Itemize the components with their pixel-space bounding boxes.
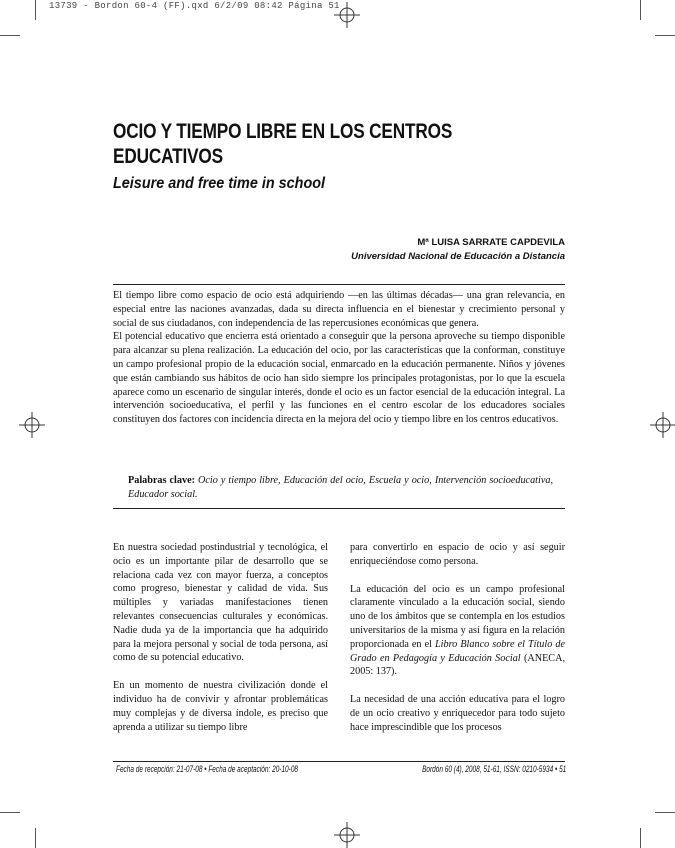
article-title: OCIO Y TIEMPO LIBRE EN LOS CENTROS EDUCATIVOS	[113, 120, 453, 168]
abstract-paragraph: El tiempo libre como espacio de ocio está adquiriendo —en las últimas décadas— una gran relevancia, en especial entre las naciones avanzadas, dada su directa influencia en el bienestar y crecimiento personal y social de sus ciudadanos, con independencia de las repercusiones económicas que genera.	[113, 290, 565, 329]
crop-mark-top-left-vertical	[35, 0, 36, 20]
crop-mark-bottom-right-vertical	[640, 828, 641, 848]
book-title: Libro Blanco sobre el Título de Grado en Pedagogía y Educación Social	[350, 638, 566, 664]
body-paragraph: En un momento de nuestra civilización donde el individuo ha de convivir y afrontar problemáticas muy complejas y de diversa índole, es preciso que aprenda a utilizar su tiempo libre	[113, 680, 328, 733]
body-column-left	[113, 541, 328, 748]
crop-mark-bottom-right-horizontal	[655, 812, 675, 813]
keywords-text: Ocio y tiempo libre, Educación del ocio, Escuela y ocio, Intervención socioeducativa, Educador social.	[128, 475, 553, 500]
footer-dates: Fecha de recepción: 21-07-08 • Fecha de aceptación: 20-10-08	[116, 764, 299, 774]
body-paragraph: En nuestra sociedad postindustrial y tecnológica, el ocio es un importante pilar de desarrollo que se relaciona cada vez con mayor fuerza, a conceptos como progreso, bienestar y calidad de vida. Sus múltiples y variadas manifestaciones tienen relevantes consecuencias culturales y económicas. Nadie duda ya de la importancia que ha adquirido para la mejora personal y social de toda persona, así como de su potencial educativo.	[113, 542, 328, 664]
crop-mark-top-right-horizontal	[655, 35, 675, 36]
author-name: Mª LUISA SARRATE CAPDEVILA	[417, 237, 565, 248]
registration-mark-right	[650, 412, 675, 438]
keywords-label: Palabras clave:	[128, 475, 195, 486]
abstract-paragraph: El potencial educativo que encierra está orientado a conseguir que la persona aproveche su tiempo disponible para alcanzar su plena realización. La educación del ocio, por las características que la conforman, constituye un campo profesional propio de la educación social, enmarcado en la educación permanente. Niños y jóvenes que están cambiando sus hábitos de ocio han sido siempre los principales protagonistas, por lo que la escuela aparece como un escenario de singular interés, donde el ocio es un factor esencial de la educación integral. La intervención socioeducativa, el perfil y las funciones en el centro escolar de los educadores sociales constituyen dos factores con incidencia directa en la mejora del ocio y tiempo libre en los centros educativos.	[113, 331, 565, 426]
body-text: (ANECA, 2005: 137).	[350, 652, 565, 678]
printer-slug: 13739 - Bordon 60-4 (FF).qxd 6/2/09 08:42 Página 51	[49, 1, 340, 11]
crop-mark-bottom-left-vertical	[35, 828, 36, 848]
body-paragraph: La necesidad de una acción educativa para el logro de un ocio creativo y enriquecedor para todo sujeto hace imprescindible que los procesos	[350, 694, 565, 733]
registration-mark-left	[19, 412, 45, 438]
crop-mark-top-left-horizontal	[0, 35, 20, 36]
body-paragraph: para convertirlo en espacio de ocio y así seguir enriqueciéndose como persona.	[350, 542, 565, 567]
body-column-right	[350, 541, 565, 749]
abstract-bottom-rule	[113, 508, 565, 509]
author-affiliation: Universidad Nacional de Educación a Distancia	[351, 251, 565, 262]
footer-citation: Bordón 60 (4), 2008, 51-61, ISSN: 0210-5934 • 51	[421, 764, 566, 774]
crop-mark-top-right-vertical	[640, 0, 641, 20]
footer-rule	[113, 761, 565, 762]
abstract-top-rule	[113, 284, 565, 285]
abstract	[113, 289, 565, 427]
body-text: La educación del ocio es un campo profesional claramente vinculado a la educación social, siendo uno de los ámbitos que se contempla en los estudios universitarios de la misma y así figura en la relación proporcionada en el	[350, 583, 565, 650]
registration-mark-top	[334, 2, 360, 28]
crop-mark-bottom-left-horizontal	[0, 812, 20, 813]
article-subtitle: Leisure and free time in school	[113, 175, 326, 192]
body-paragraph	[350, 583, 565, 680]
registration-mark-bottom	[334, 822, 360, 848]
keywords	[128, 474, 553, 502]
